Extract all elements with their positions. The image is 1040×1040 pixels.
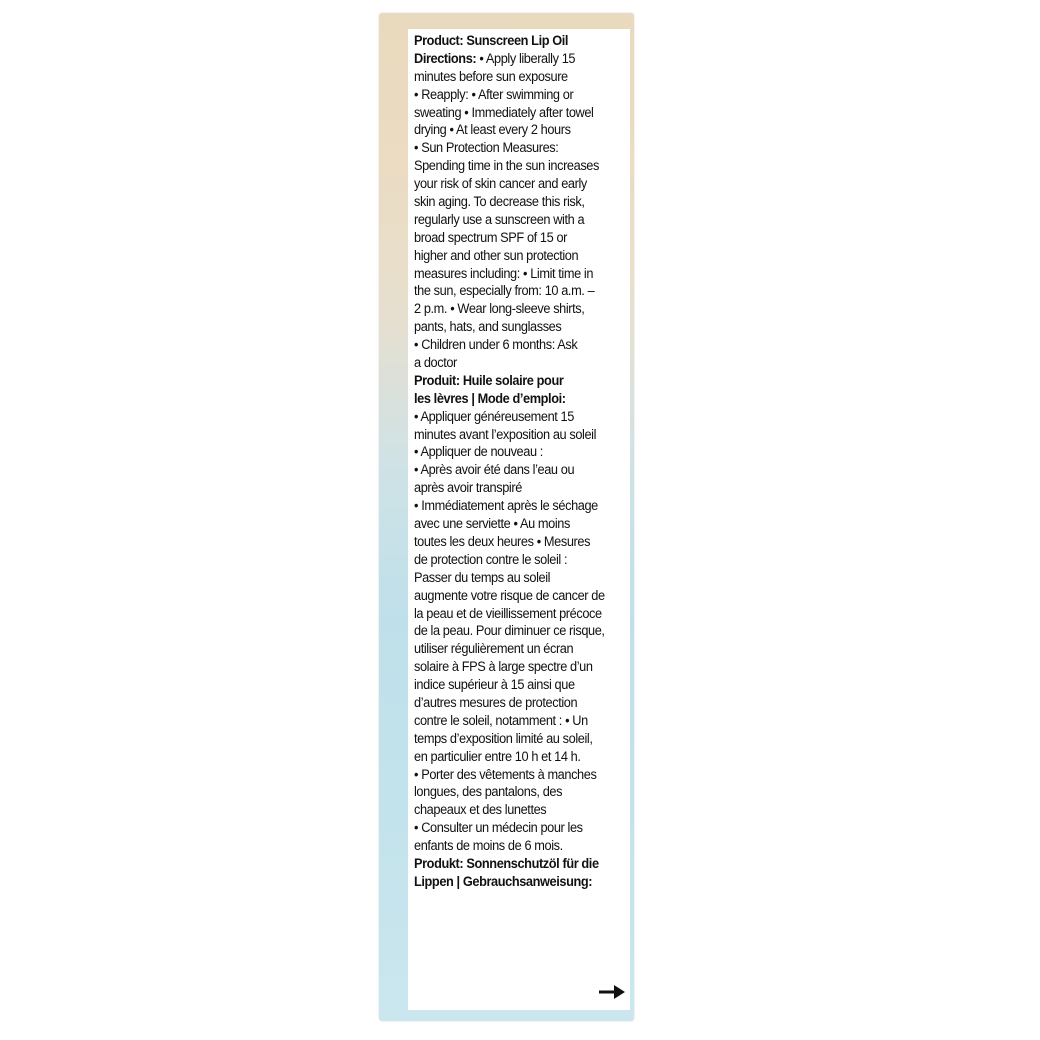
body-text: • Reapply: • After swimming or <box>414 86 574 103</box>
body-text: broad spectrum SPF of 15 or <box>414 229 568 246</box>
body-text: enfants de moins de 6 mois. <box>414 838 563 855</box>
body-text: augmente votre risque de cancer de <box>414 587 605 604</box>
body-text: drying • At least every 2 hours <box>414 122 571 139</box>
text-line <box>414 552 626 570</box>
body-text: your risk of skin cancer and early <box>414 176 587 193</box>
text-line <box>414 767 626 785</box>
text-line <box>414 69 626 87</box>
text-line <box>414 516 626 534</box>
body-text: Spending time in the sun increases <box>414 158 599 175</box>
text-line <box>414 230 626 248</box>
text-line <box>414 176 626 194</box>
text-line <box>414 105 626 123</box>
body-text: • Appliquer généreusement 15 <box>414 408 574 425</box>
body-text: utiliser régulièrement un écran <box>414 641 574 658</box>
body-text: minutes before sun exposure <box>414 68 568 85</box>
body-text: • Après avoir été dans l’eau ou <box>414 462 575 479</box>
text-line <box>414 158 626 176</box>
body-text: de la peau. Pour diminuer ce risque, <box>414 623 605 640</box>
text-line <box>414 427 626 445</box>
body-text: sweating • Immediately after towel <box>414 104 594 121</box>
body-text: chapeaux et des lunettes <box>414 802 547 819</box>
text-line <box>414 749 626 767</box>
text-line <box>414 355 626 373</box>
text-line <box>414 570 626 588</box>
text-line <box>414 409 626 427</box>
text-line <box>414 194 626 212</box>
text-line <box>414 33 626 51</box>
body-text: temps d’exposition limité au soleil, <box>414 730 593 747</box>
text-line <box>414 498 626 516</box>
body-text: avec une serviette • Au moins <box>414 516 570 533</box>
body-text: toutes les deux heures • Mesures <box>414 533 591 550</box>
text-line <box>414 480 626 498</box>
body-text: après avoir transpiré <box>414 480 522 497</box>
body-text: en particulier entre 10 h et 14 h. <box>414 748 581 765</box>
body-text: • Sun Protection Measures: <box>414 140 559 157</box>
text-line <box>414 122 626 140</box>
text-line <box>414 337 626 355</box>
body-text: • Porter des vêtements à manches <box>414 766 597 783</box>
text-line <box>414 856 626 874</box>
body-text: the sun, especially from: 10 a.m. – <box>414 283 595 300</box>
text-line <box>414 641 626 659</box>
text-line <box>414 444 626 462</box>
body-text: 2 p.m. • Wear long-sleeve shirts, <box>414 301 585 318</box>
text-line <box>414 283 626 301</box>
text-line <box>414 731 626 749</box>
text-line <box>414 266 626 284</box>
text-line <box>414 212 626 230</box>
body-text: higher and other sun protection <box>414 247 579 264</box>
body-text: de protection contre le soleil : <box>414 551 568 568</box>
body-text: • Consulter un médecin pour les <box>414 820 583 837</box>
body-text: measures including: • Limit time in <box>414 265 594 282</box>
text-line <box>414 820 626 838</box>
body-text: a doctor <box>414 355 457 372</box>
text-line <box>414 659 626 677</box>
body-text: longues, des pantalons, des <box>414 784 563 801</box>
text-line <box>414 874 626 892</box>
text-line <box>414 677 626 695</box>
bold-text: Lippen | Gebrauchsanweisung: <box>414 873 593 890</box>
body-text: pants, hats, and sunglasses <box>414 319 562 336</box>
body-text: la peau et de vieillissement précoce <box>414 605 602 622</box>
body-text: solaire à FPS à large spectre d’un <box>414 659 593 676</box>
directions-text <box>414 33 626 892</box>
bold-text: Directions: <box>414 50 477 67</box>
text-line <box>414 588 626 606</box>
text-line <box>414 301 626 319</box>
text-line <box>414 695 626 713</box>
body-text: skin aging. To decrease this risk, <box>414 194 585 211</box>
body-text: contre le soleil, notamment : • Un <box>414 712 588 729</box>
bold-text: les lèvres | Mode d’emploi: <box>414 390 566 407</box>
text-line <box>414 319 626 337</box>
body-text: • Immédiatement après le séchage <box>414 498 598 515</box>
text-line <box>414 462 626 480</box>
text-line <box>414 140 626 158</box>
body-text: • Appliquer de nouveau : <box>414 444 543 461</box>
text-line <box>414 784 626 802</box>
text-line <box>414 623 626 641</box>
text-line <box>414 713 626 731</box>
body-text: indice supérieur à 15 ainsi que <box>414 677 575 694</box>
text-line <box>414 802 626 820</box>
text-line <box>414 87 626 105</box>
text-line <box>414 248 626 266</box>
text-line <box>414 838 626 856</box>
bold-text: Product: Sunscreen Lip Oil <box>414 33 569 49</box>
text-line <box>414 391 626 409</box>
bold-text: Produkt: Sonnenschutzöl für die <box>414 855 599 872</box>
body-text: minutes avant l’exposition au soleil <box>414 426 597 443</box>
text-line <box>414 51 626 69</box>
text-line <box>414 606 626 624</box>
bold-text: Produit: Huile solaire pour <box>414 372 564 389</box>
body-text: • Children under 6 months: Ask <box>414 337 578 354</box>
body-text: • Apply liberally 15 <box>476 50 576 67</box>
text-line <box>414 373 626 391</box>
body-text: regularly use a sunscreen with a <box>414 211 585 228</box>
body-text: d’autres mesures de protection <box>414 694 578 711</box>
right-arrow-icon <box>597 982 627 1002</box>
body-text: Passer du temps au soleil <box>414 569 551 586</box>
text-line <box>414 534 626 552</box>
